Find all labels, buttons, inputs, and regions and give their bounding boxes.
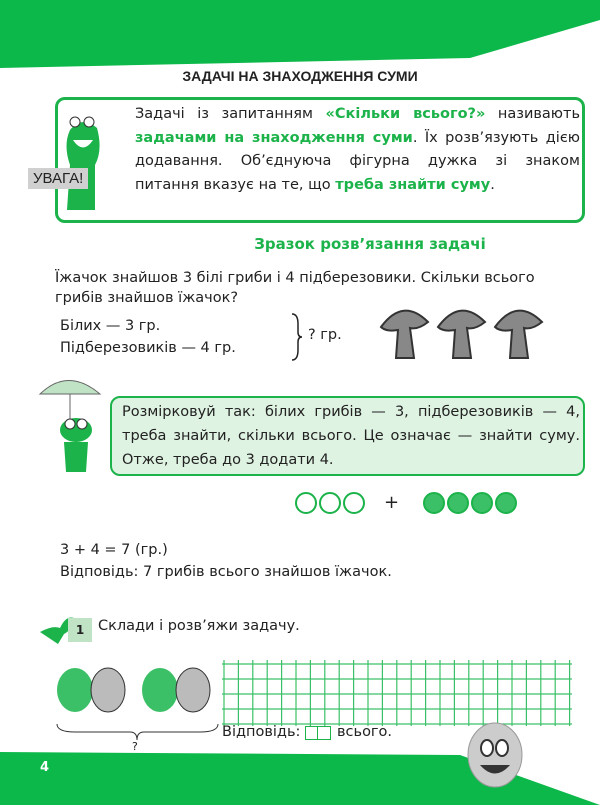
empty-circles xyxy=(295,492,367,518)
reasoning-text: Розмірковуй так: білих грибів — 3, підберезовиків — 4, треба знайти, скільки всього. Це означає — знайти суму. Отже, треба до 3 додати 4. xyxy=(122,404,580,468)
top-green-band xyxy=(0,0,600,70)
answer-suffix: всього. xyxy=(337,724,393,740)
page-number: 4 xyxy=(40,760,50,775)
brace-question: ? гр. xyxy=(308,327,342,343)
equation: 3 + 4 = 7 (гр.) xyxy=(60,542,168,558)
short-note-birch: Підберезовиків — 4 гр. xyxy=(60,340,236,356)
task-text: Склади і розв’яжи задачу. xyxy=(98,618,300,634)
answer-label: Відповідь: xyxy=(222,724,301,740)
curly-brace-icon xyxy=(290,312,304,362)
attention-text: Задачі із запитанням «Скільки всього?» називають задачами на знаходження суми. Їх розв’язують дією додавання. Об’єднуюча фігурна дужка зі знаком питання вказує на те, що треба знайти суму. xyxy=(135,106,580,193)
mushrooms-icon xyxy=(378,302,548,364)
owls-brace-icon xyxy=(55,722,220,742)
smiley-icon xyxy=(466,720,524,790)
filled-circles xyxy=(423,492,519,518)
sample-title: Зразок розв’язання задачі xyxy=(254,235,486,253)
short-note-white: Білих — 3 гр. xyxy=(60,318,161,334)
sample-answer: Відповідь: 7 грибів всього знайшов їжачок. xyxy=(60,564,392,580)
answer-input[interactable] xyxy=(305,726,331,740)
owls-icon xyxy=(55,660,220,715)
frog-umbrella-icon xyxy=(38,372,108,482)
attention-label: УВАГА! xyxy=(28,168,88,189)
sample-problem: Їжачок знайшов 3 білі гриби і 4 підберезовики. Скільки всього грибів знайшов їжачок? xyxy=(55,270,535,306)
page-title: ЗАДАЧІ НА ЗНАХОДЖЕННЯ СУМИ xyxy=(182,68,418,84)
monster-icon xyxy=(55,110,110,222)
plus-sign: + xyxy=(384,492,400,513)
writing-grid[interactable] xyxy=(222,660,572,726)
task-number: 1 xyxy=(68,618,92,642)
owls-brace-question: ? xyxy=(132,740,138,753)
